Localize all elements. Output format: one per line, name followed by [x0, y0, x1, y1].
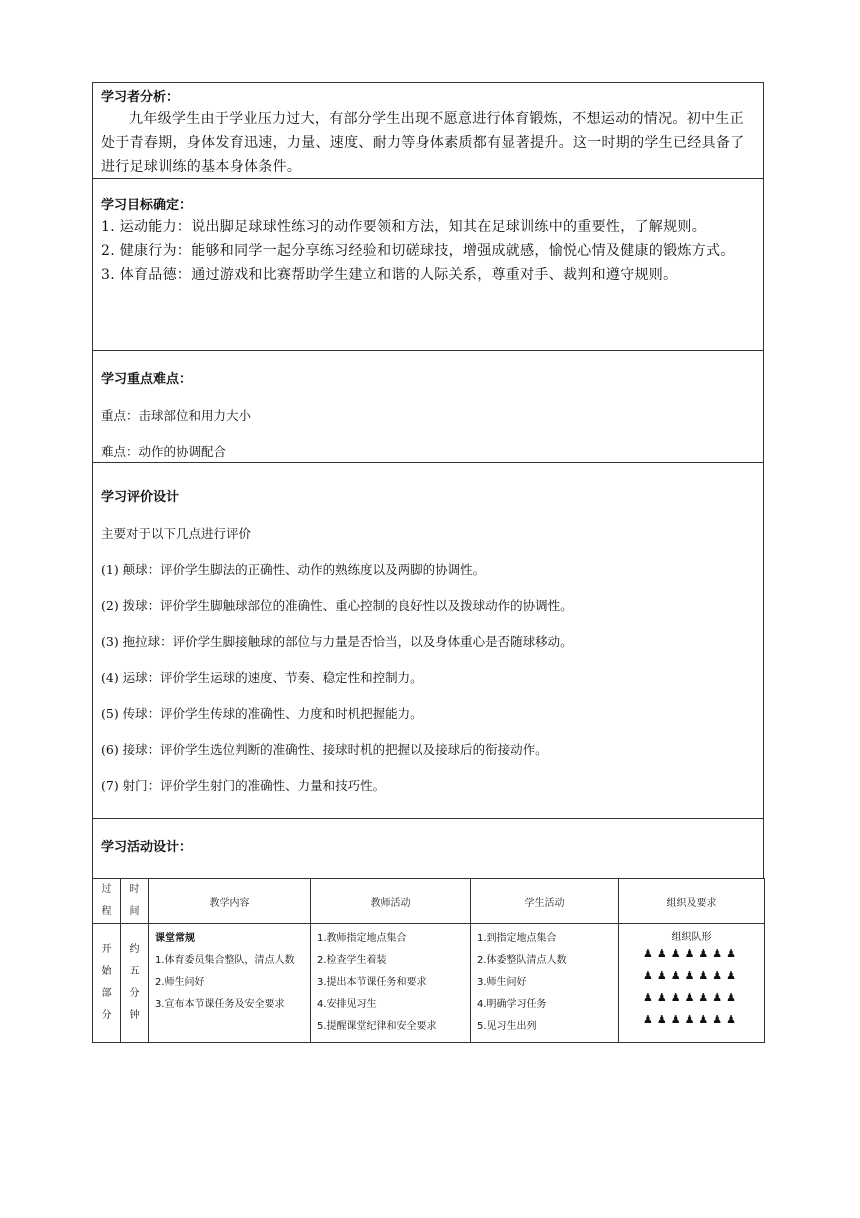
formation-row-icon: ♟♟♟♟♟♟♟ — [642, 1013, 741, 1026]
content-cell — [149, 924, 311, 1043]
formation-row-icon: ♟♟♟♟♟♟♟ — [642, 947, 741, 960]
evaluation-intro: 主要对于以下几点进行评价 — [101, 526, 252, 541]
goal-item: 3. 体育品德：通过游戏和比赛帮助学生建立和谐的人际关系，尊重对手、裁判和遵守规则。 — [101, 267, 678, 283]
student-item: 5.见习生出列 — [477, 1021, 537, 1032]
evaluation-item: (1) 颠球：评价学生脚法的正确性、动作的熟练度以及两脚的协调性。 — [101, 562, 486, 577]
content-title: 课堂常规 — [155, 933, 195, 944]
learner-analysis-section — [92, 82, 764, 178]
student-item: 2.体委整队清点人数 — [477, 955, 567, 966]
header-time: 时 间 — [121, 879, 149, 924]
student-item: 4.明确学习任务 — [477, 999, 547, 1010]
learner-heading: 学习者分析： — [101, 90, 180, 105]
evaluation-item: (4) 运球：评价学生运球的速度、节奏、稳定性和控制力。 — [101, 670, 423, 685]
teacher-item: 3.提出本节课任务和要求 — [317, 977, 427, 988]
activity-header-row — [93, 879, 765, 924]
evaluation-item: (3) 拖拉球：评价学生脚接触球的部位与力量是否恰当，以及身体重心是否随球移动。 — [101, 634, 573, 649]
goal-item: 2. 健康行为：能够和同学一起分享练习经验和切磋球技，增强成就感，愉悦心情及健康的锻炼方式。 — [101, 243, 735, 259]
content-item: 2.师生问好 — [155, 977, 205, 988]
content-item: 1.体育委员集合整队，清点人数 — [155, 955, 295, 966]
activity-row-start — [93, 924, 765, 1043]
focus-text: 重点：击球部位和用力大小 — [101, 408, 252, 423]
goal-item: 1. 运动能力：说出脚足球球性练习的动作要领和方法，知其在足球训练中的重要性，了解规则。 — [101, 219, 707, 235]
org-cell — [619, 924, 765, 1043]
header-teacher: 教师活动 — [311, 879, 471, 924]
key-points-heading: 学习重点难点： — [101, 372, 193, 387]
org-title: 组织队形 — [671, 932, 712, 943]
teacher-item: 2.检查学生着装 — [317, 955, 387, 966]
teacher-item: 5.提醒课堂纪律和安全要求 — [317, 1021, 437, 1032]
content-item: 3.宣布本节课任务及安全要求 — [155, 999, 285, 1010]
header-org: 组织及要求 — [619, 879, 765, 924]
process-cell: 开 始 部 分 — [93, 924, 121, 1043]
header-student: 学生活动 — [471, 879, 619, 924]
activity-table — [92, 878, 765, 1043]
lesson-plan-page — [92, 82, 764, 1043]
evaluation-section — [92, 462, 764, 818]
formation-row-icon: ♟♟♟♟♟♟♟ — [642, 991, 741, 1004]
learner-body: 九年级学生由于学业压力过大，有部分学生出现不愿意进行体育锻炼，不想运动的情况。初中生正处于青春期，身体发育迅速，力量、速度、耐力等身体素质都有显著提升。这一时期的学生已经具备了进行足球训练的基本身体条件。 — [101, 111, 745, 175]
evaluation-item: (5) 传球：评价学生传球的准确性、力度和时机把握能力。 — [101, 706, 423, 721]
formation-row-icon: ♟♟♟♟♟♟♟ — [642, 969, 741, 982]
time-cell: 约 五 分 钟 — [121, 924, 149, 1043]
difficulty-text: 难点：动作的协调配合 — [101, 444, 227, 459]
goals-heading: 学习目标确定： — [101, 198, 193, 213]
student-item: 3.师生问好 — [477, 977, 527, 988]
evaluation-item: (6) 接球：评价学生选位判断的准确性、接球时机的把握以及接球后的衔接动作。 — [101, 742, 548, 757]
evaluation-item: (7) 射门：评价学生射门的准确性、力量和技巧性。 — [101, 778, 386, 793]
activity-section — [92, 818, 764, 878]
evaluation-heading: 学习评价设计 — [101, 490, 180, 505]
student-cell — [471, 924, 619, 1043]
teacher-item: 4.安排见习生 — [317, 999, 377, 1010]
header-content: 教学内容 — [149, 879, 311, 924]
teacher-item: 1.教师指定地点集合 — [317, 933, 407, 944]
goals-section — [92, 178, 764, 350]
header-process: 过 程 — [93, 879, 121, 924]
key-points-section — [92, 350, 764, 462]
teacher-cell — [311, 924, 471, 1043]
student-item: 1.到指定地点集合 — [477, 933, 557, 944]
evaluation-item: (2) 拨球：评价学生脚触球部位的准确性、重心控制的良好性以及拨球动作的协调性。 — [101, 598, 573, 613]
activity-heading: 学习活动设计： — [101, 840, 193, 855]
